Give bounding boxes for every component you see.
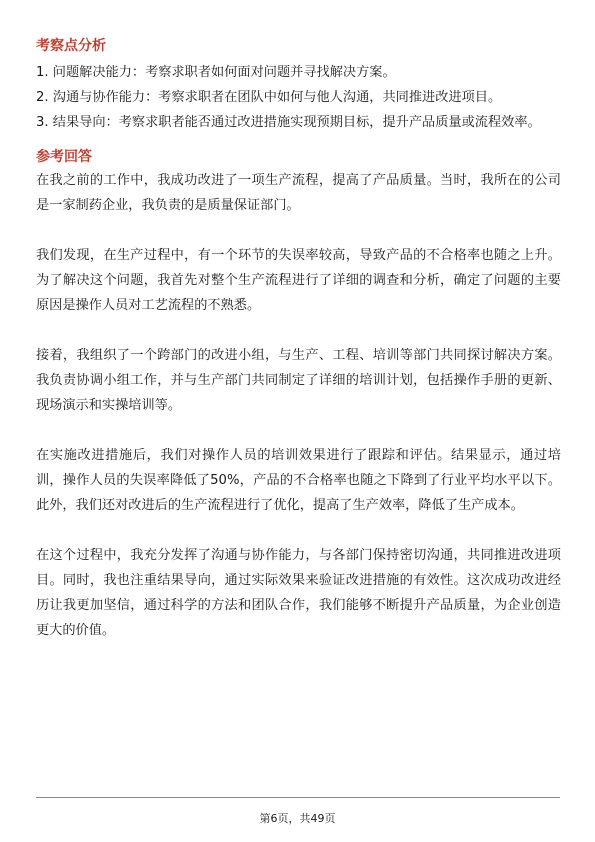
analysis-item: 2. 沟通与协作能力：考察求职者在团队中如何与他人沟通，共同推进改进项目。 <box>36 90 502 105</box>
answer-body <box>36 168 561 643</box>
analysis-item: 1. 问题解决能力：考察求职者如何面对问题并寻找解决方案。 <box>36 65 396 80</box>
analysis-item: 3. 结果导向：考察求职者能否通过改进措施实现预期目标，提升产品质量或流程效率。 <box>36 115 541 130</box>
answer-section-title: 参考回答 <box>36 149 92 165</box>
page-number: 第6页，共49页 <box>259 812 336 825</box>
answer-paragraph: 在我之前的工作中，我成功改进了一项生产流程，提高了产品质量。当时，我所在的公司是一家制药企业，我负责的是质量保证部门。 <box>36 173 561 213</box>
document-page <box>36 36 561 643</box>
analysis-list <box>36 60 561 135</box>
answer-paragraph: 我们发现，在生产过程中，有一个环节的失误率较高，导致产品的不合格率也随之上升。为了解决这个问题，我首先对整个生产流程进行了详细的调查和分析，确定了问题的主要原因是操作人员对工艺流程的不熟悉。 <box>36 248 561 313</box>
analysis-section-title: 考察点分析 <box>36 38 106 54</box>
footer-divider <box>36 797 560 798</box>
answer-paragraph: 接着，我组织了一个跨部门的改进小组，与生产、工程、培训等部门共同探讨解决方案。我负责协调小组工作，并与生产部门共同制定了详细的培训计划，包括操作手册的更新、现场演示和实操培训等。 <box>36 348 561 413</box>
answer-paragraph: 在这个过程中，我充分发挥了沟通与协作能力，与各部门保持密切沟通，共同推进改进项目。同时，我也注重结果导向，通过实际效果来验证改进措施的有效性。这次成功改进经历让我更加坚信，通过科学的方法和团队合作，我们能够不断提升产品质量，为企业创造更大的价值。 <box>36 548 561 638</box>
answer-paragraph: 在实施改进措施后，我们对操作人员的培训效果进行了跟踪和评估。结果显示，通过培训，操作人员的失误率降低了50%，产品的不合格率也随之下降到了行业平均水平以下。此外，我们还对改进后的生产流程进行了优化，提高了生产效率，降低了生产成本。 <box>36 448 561 513</box>
